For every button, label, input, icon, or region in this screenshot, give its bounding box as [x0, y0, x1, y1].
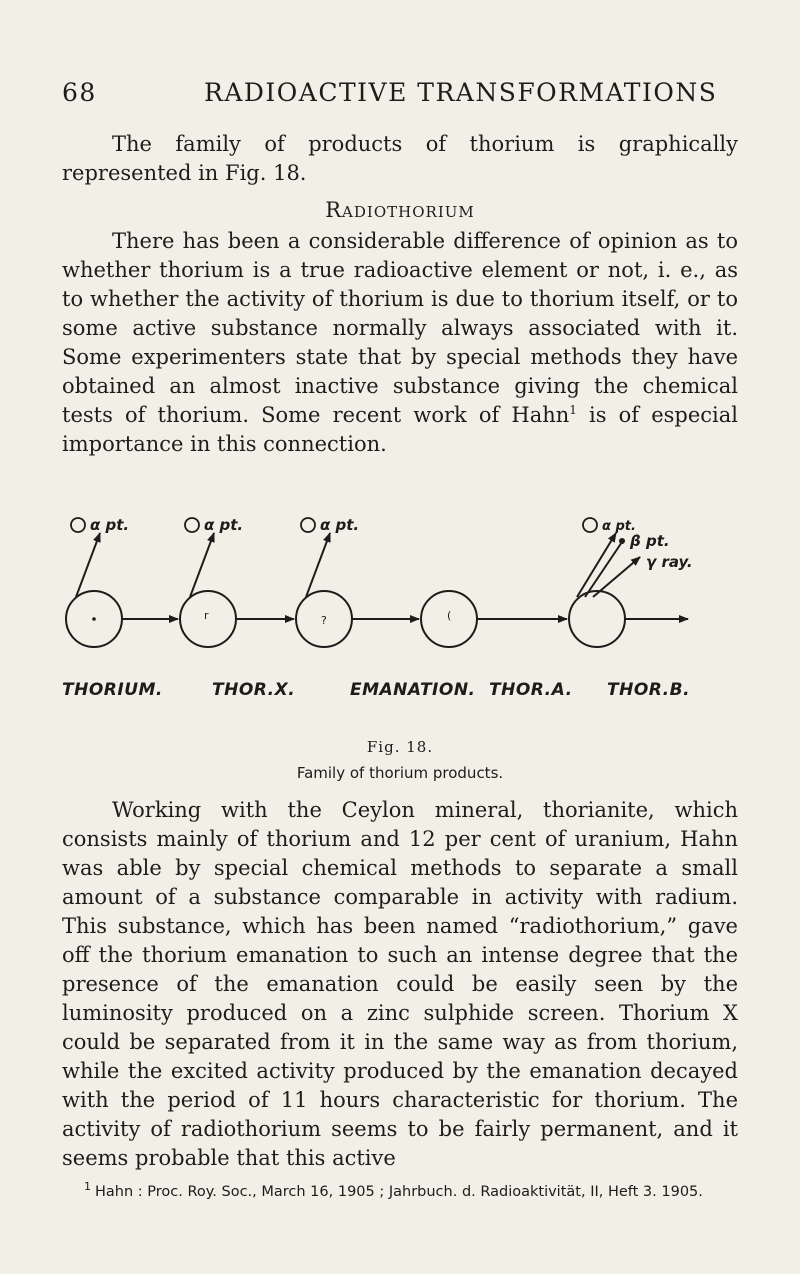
node-circle-thor-b [569, 591, 625, 647]
node-mark: ? [321, 614, 327, 627]
section-heading: Radiothorium [325, 198, 475, 222]
alpha-ray-3 [306, 533, 330, 597]
ray-label-alpha-1: α pt. [90, 516, 130, 534]
ray-label-gamma: γ ray. [646, 553, 693, 571]
page-number: 68 [62, 78, 97, 107]
alpha-particle-icon [301, 518, 315, 532]
ray-label-beta: β pt. [630, 532, 670, 550]
node-mark: ( [447, 609, 452, 622]
ray-label-alpha-4: α pt. [602, 519, 636, 534]
figure-caption: Fig. 18. [366, 738, 434, 756]
node-label-thor-x: THOR.X. [212, 680, 296, 700]
node-mark: r [204, 609, 209, 622]
alpha-particle-icon [71, 518, 85, 532]
figure-thorium-family [62, 505, 742, 705]
node-label-thorium: THORIUM. [62, 680, 163, 700]
paragraph-text-end: is of especial importance in this connection. [62, 403, 738, 456]
paragraph-radiothorium [62, 227, 738, 459]
alpha-ray-1 [76, 533, 100, 597]
alpha-ray-2 [190, 533, 214, 597]
node-label-thor-a: THOR.A. [489, 680, 573, 700]
node-label-thor-b: THOR.B. [607, 680, 691, 700]
running-header [62, 78, 742, 112]
alpha-particle-icon [583, 518, 597, 532]
thorium-decay-diagram [62, 505, 742, 705]
footnote-number: 1 [84, 1180, 91, 1194]
paragraph-hahn-work: Working with the Ceylon mineral, thorianite, which consists mainly of thorium and 12 per cent of uranium, Hahn was able by special chemical methods to separate a small amount of a substance comparable in activity with radium. This substance, which has been named “radiothorium,” gave off the thorium emanation to such an intense degree that the presence of the emanation could be easily seen by the luminosity produced on a zinc sulphide screen. Thorium X could be separated from it in the same way as from thorium, while the excited activity produced by the emanation decayed with the period of 11 hours characteristic for thorium. The activity of radiothorium seems to be fairly permanent, and it seems probable that this active [62, 798, 738, 1170]
ray-label-alpha-2: α pt. [204, 516, 244, 534]
gamma-ray [593, 557, 640, 597]
beta-particle-icon [619, 538, 625, 544]
node-label-emanation: EMANATION. [350, 680, 476, 700]
node-mark [92, 617, 96, 621]
running-title: RADIOACTIVE TRANSFORMATIONS [204, 78, 718, 107]
footnote-text: Hahn : Proc. Roy. Soc., March 16, 1905 ; Jahrbuch. d. Radioaktivität, II, Heft 3. 1905. [95, 1184, 703, 1200]
ray-label-alpha-3: α pt. [320, 516, 360, 534]
footnote [62, 1181, 738, 1204]
paragraph-intro: The family of products of thorium is graphically represented in Fig. 18. [62, 132, 738, 185]
paragraph-text: There has been a considerable difference of opinion as to whether thorium is a true radioactive element or not, i. e., as to whether the activity of thorium is due to thorium itself, or to some active substance normally always associated with it. Some experimenters state that by special methods they have obtained an almost inactive substance giving the chemical tests of thorium. Some recent work of Hahn [62, 229, 738, 427]
footnote-reference: 1 [569, 403, 577, 417]
alpha-particle-icon [185, 518, 199, 532]
alpha-ray-4 [577, 533, 616, 597]
figure-subcaption: Family of thorium products. [296, 764, 504, 782]
